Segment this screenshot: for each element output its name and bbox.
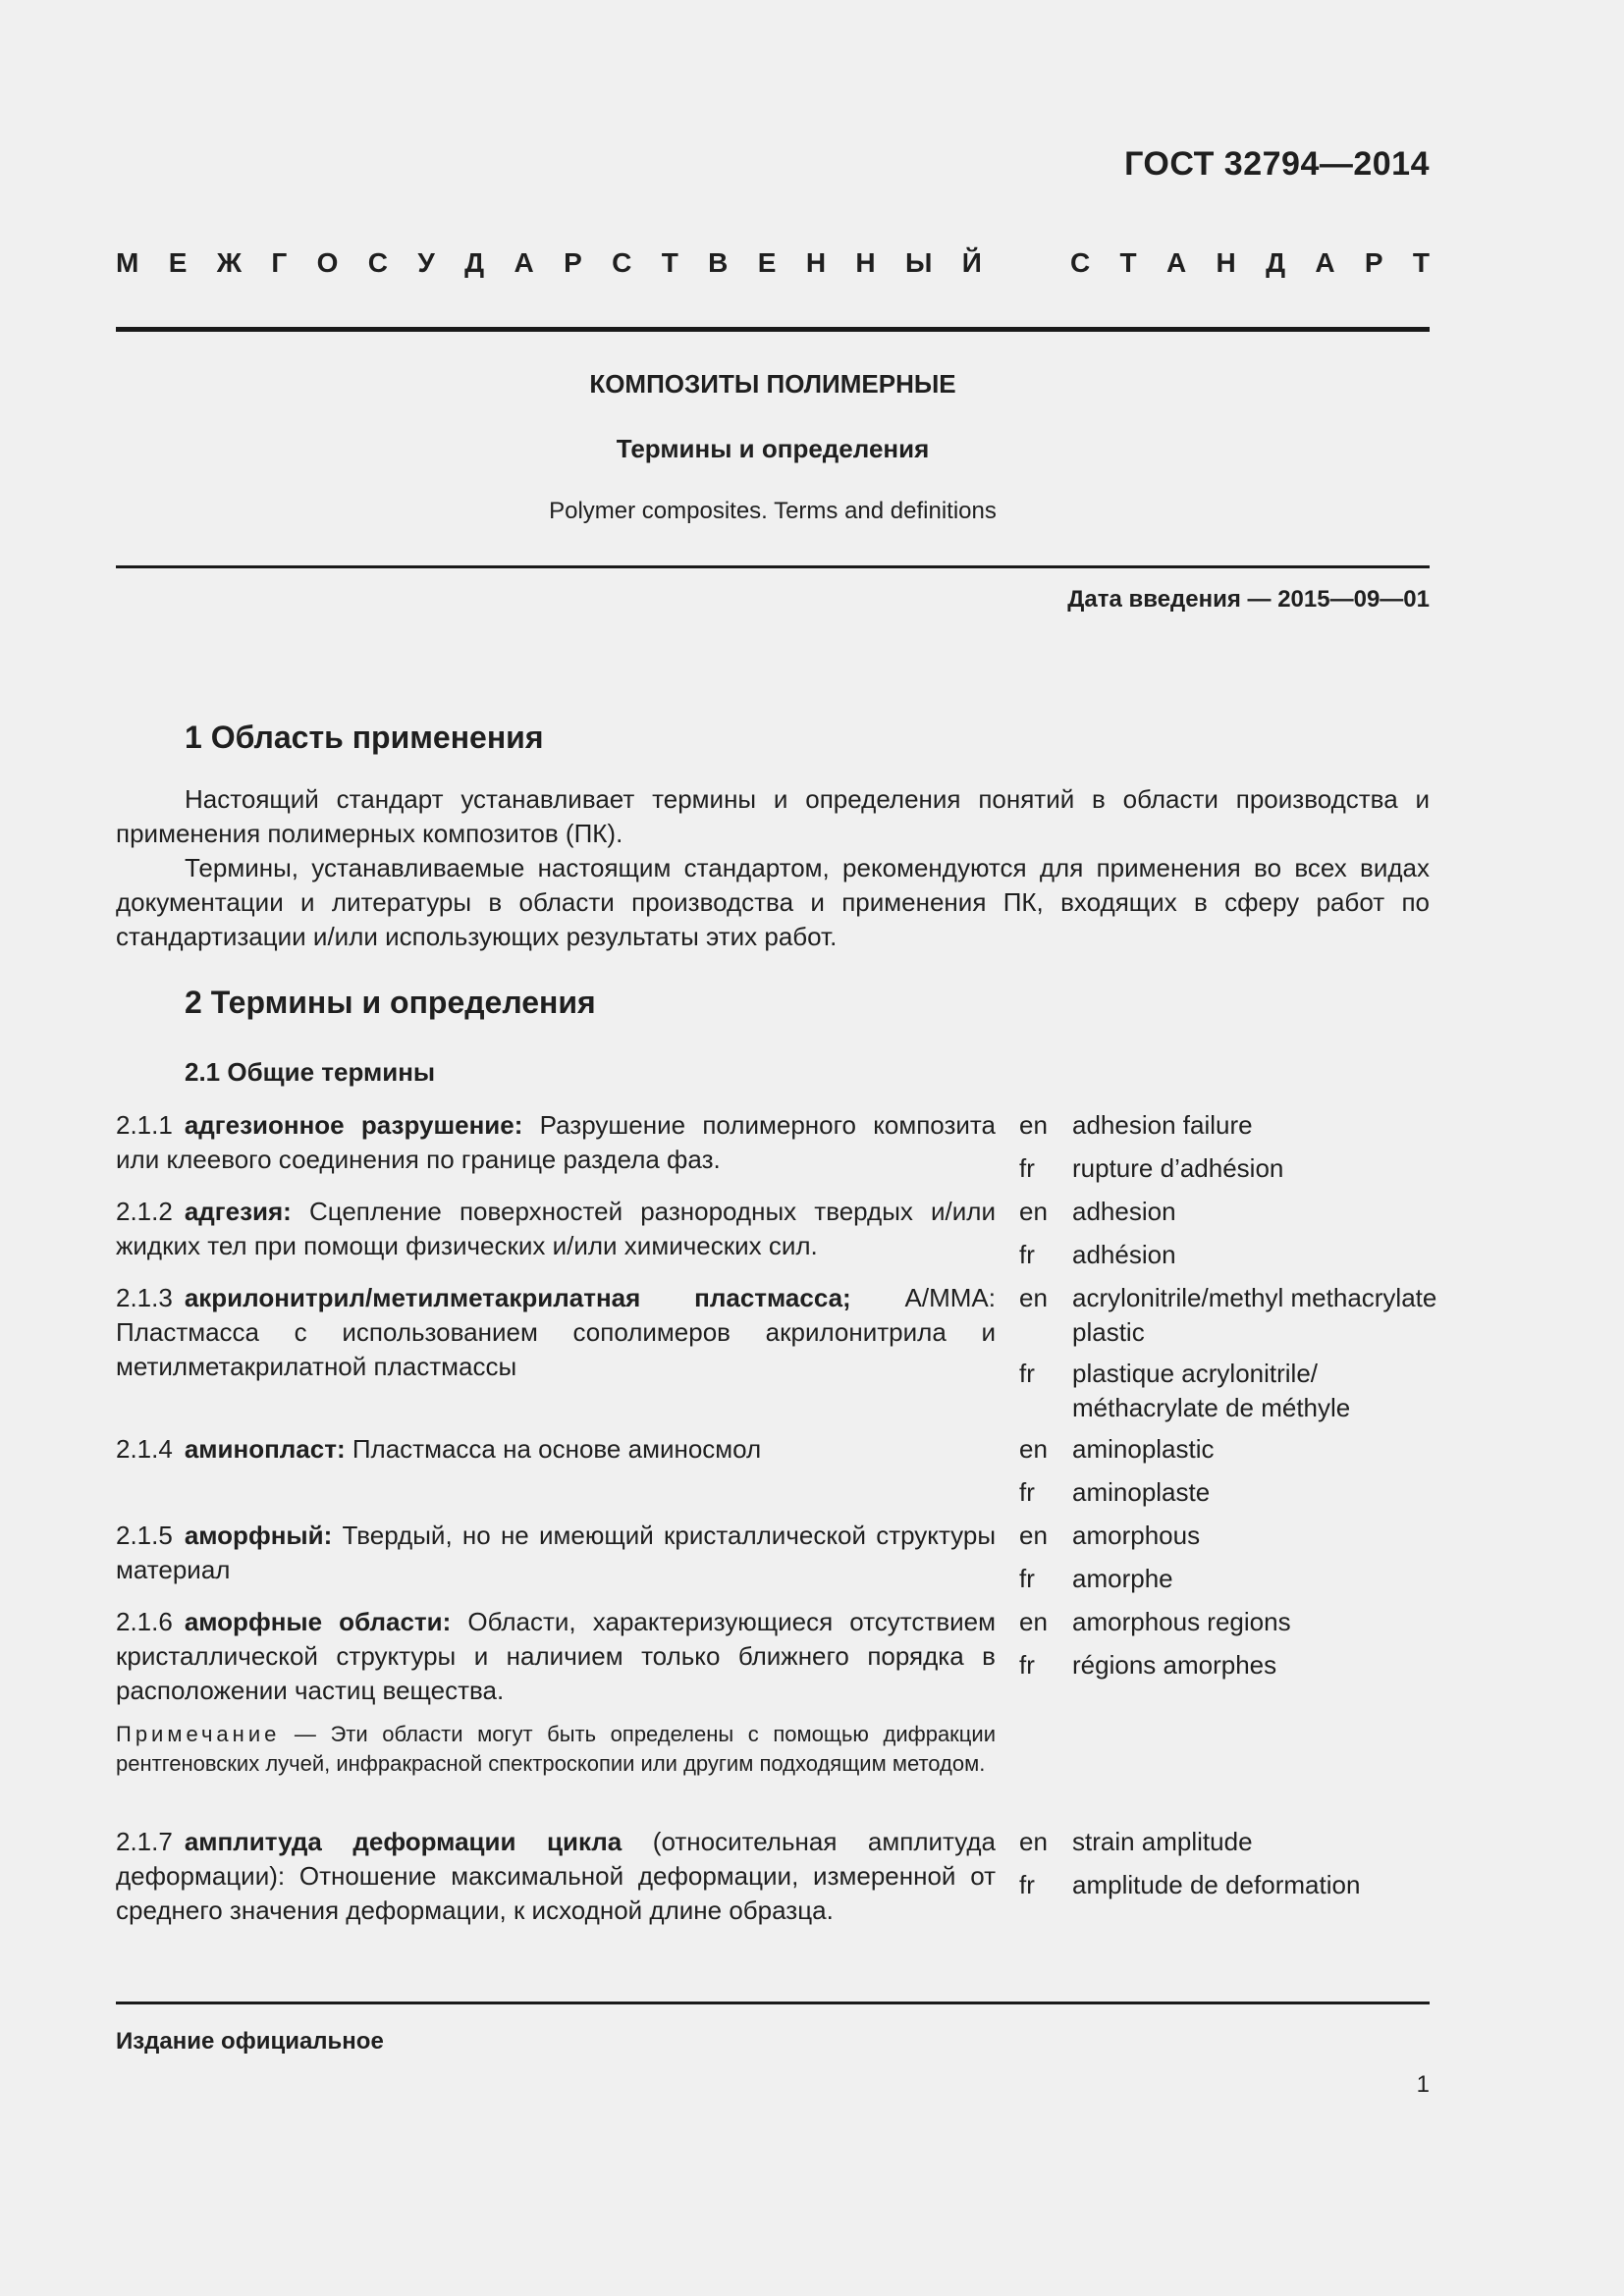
heading-letter: Ж xyxy=(216,247,243,278)
lang-label-fr: fr xyxy=(1019,1650,1035,1680)
term-entry xyxy=(116,1108,996,1177)
lang-label-en: en xyxy=(1019,1827,1048,1856)
subsection-heading: 2.1 Общие термины xyxy=(185,1057,436,1087)
lang-label-fr: fr xyxy=(1019,1153,1035,1183)
footer-divider xyxy=(116,2002,1430,2004)
introduction-date: Дата введения — 2015—09—01 xyxy=(1067,586,1430,613)
heading-letter: С xyxy=(367,247,389,278)
page-number: 1 xyxy=(1416,2071,1430,2098)
heading-letter: Д xyxy=(1266,247,1286,278)
term-number: 2.1.6 xyxy=(116,1607,173,1636)
heading-letter: Р xyxy=(1364,247,1383,278)
term-number: 2.1.4 xyxy=(116,1434,173,1464)
heading-letter: Д xyxy=(464,247,485,278)
term-fr: amplitude de deformation xyxy=(1072,1870,1361,1899)
edition-label: Издание официальное xyxy=(116,2028,384,2055)
standard-type-word1 xyxy=(116,247,982,279)
note-text: — Эти области могут быть определены с помощью дифракции рентгеновских лучей, инфракрасной спектроскопии или другим подходящим методом. xyxy=(116,1722,996,1776)
term-fr: amorphe xyxy=(1072,1564,1173,1593)
header-divider xyxy=(116,327,1430,332)
term-name: аморфный: xyxy=(184,1521,333,1550)
term-entry xyxy=(116,1519,996,1587)
document-subtitle: Термины и определения xyxy=(616,434,930,463)
heading-letter: Н xyxy=(1216,247,1236,278)
term-en: strain amplitude xyxy=(1072,1827,1253,1856)
heading-letter: Г xyxy=(271,247,288,278)
heading-letter: Т xyxy=(661,247,678,278)
heading-letter: С xyxy=(612,247,632,278)
term-definition: Области, характеризующиеся отсутствием кристаллической структуры и наличием только ближнего порядка в расположении частиц вещества. xyxy=(116,1607,996,1705)
heading-letter: Т xyxy=(1412,247,1430,278)
term-definition: Твердый, но не имеющий кристаллической структуры материал xyxy=(116,1521,996,1584)
term-fr: régions amorphes xyxy=(1072,1650,1277,1680)
standard-type-word2 xyxy=(1070,247,1430,279)
term-number: 2.1.7 xyxy=(116,1827,173,1856)
term-definition: Сцепление поверхностей разнородных твердых и/или жидких тел при помощи физических и/или химических сил. xyxy=(116,1197,996,1260)
term-fr: rupture d’adhésion xyxy=(1072,1153,1284,1183)
document-title: КОМПОЗИТЫ ПОЛИМЕРНЫЕ xyxy=(589,369,956,399)
heading-letter: У xyxy=(417,247,435,278)
term-fr: adhésion xyxy=(1072,1240,1176,1269)
lang-label-en: en xyxy=(1019,1607,1048,1636)
heading-letter: С xyxy=(1070,247,1091,278)
section1-paragraph: Термины, устанавливаемые настоящим стандартом, рекомендуются для применения во всех видах документации и литературы в области производства и применения ПК, входящих в сферу работ по стандартизации и/или использующих результаты этих работ. xyxy=(116,853,1430,951)
standard-type-heading xyxy=(116,247,1430,279)
heading-letter: О xyxy=(316,247,339,278)
lang-label-en: en xyxy=(1019,1521,1048,1550)
term-definition: (относительная амплитуда деформации): Отношение максимальной деформации, измеренной от среднего значения деформации, к исходной длине образца. xyxy=(116,1827,996,1925)
term-entry xyxy=(116,1432,996,1467)
section2-heading: 2 Термины и определения xyxy=(185,985,596,1020)
lang-label-fr: fr xyxy=(1019,1240,1035,1269)
lang-label-en: en xyxy=(1019,1283,1048,1312)
term-name: адгезионное разрушение: xyxy=(184,1110,523,1140)
standard-number: ГОСТ 32794—2014 xyxy=(1124,145,1430,183)
lang-label-fr: fr xyxy=(1019,1477,1035,1507)
section1-heading: 1 Область применения xyxy=(185,720,544,755)
lang-label-fr: fr xyxy=(1019,1870,1035,1899)
heading-letter: Н xyxy=(855,247,876,278)
section1-body xyxy=(116,782,1430,954)
lang-label-en: en xyxy=(1019,1197,1048,1226)
lang-label-fr: fr xyxy=(1019,1564,1035,1593)
heading-letter: В xyxy=(708,247,729,278)
term-entry xyxy=(116,1825,996,1928)
term-en: acrylonitrile/methyl methacrylate plastic xyxy=(1072,1283,1437,1347)
heading-letter: А xyxy=(514,247,534,278)
term-fr: plastique acrylonitrile/ méthacrylate de méthyle xyxy=(1072,1359,1351,1422)
term-en: adhesion xyxy=(1072,1197,1176,1226)
heading-letter: Н xyxy=(805,247,827,278)
term-definition: А/ММА: Пластмасса с использованием сополимеров акрилонитрила и метилметакрилатной пластмассы xyxy=(116,1283,996,1381)
heading-letter: Й xyxy=(961,247,982,278)
term-name: адгезия: xyxy=(184,1197,292,1226)
lang-label-en: en xyxy=(1019,1434,1048,1464)
note-label: Примечание xyxy=(116,1722,281,1746)
lang-label-fr: fr xyxy=(1019,1359,1035,1388)
term-number: 2.1.3 xyxy=(116,1283,173,1312)
term-entry xyxy=(116,1605,996,1708)
term-name: акрилонитрил/метилметакрилатная пластмасса; xyxy=(184,1283,851,1312)
term-name: амплитуда деформации цикла xyxy=(184,1827,623,1856)
term-definition: Пластмасса на основе аминосмол xyxy=(345,1434,762,1464)
heading-letter: А xyxy=(1315,247,1335,278)
title-divider xyxy=(116,565,1430,568)
heading-letter: А xyxy=(1165,247,1187,278)
term-number: 2.1.5 xyxy=(116,1521,173,1550)
heading-letter: Ы xyxy=(905,247,933,278)
heading-letter: Т xyxy=(1119,247,1137,278)
term-entry xyxy=(116,1195,996,1263)
lang-label-en: en xyxy=(1019,1110,1048,1140)
heading-letter: М xyxy=(116,247,139,278)
note xyxy=(116,1720,996,1779)
section1-paragraph: Настоящий стандарт устанавливает термины и определения понятий в области производства и применения полимерных композитов (ПК). xyxy=(116,784,1430,848)
heading-letter: Е xyxy=(168,247,188,278)
term-number: 2.1.1 xyxy=(116,1110,173,1140)
term-entry xyxy=(116,1281,996,1384)
term-definition: Разрушение полимерного композита или клеевого соединения по границе раздела фаз. xyxy=(116,1110,996,1174)
term-en: adhesion failure xyxy=(1072,1110,1253,1140)
term-en: amorphous regions xyxy=(1072,1607,1291,1636)
heading-letter: Е xyxy=(757,247,777,278)
document-title-english: Polymer composites. Terms and definitions xyxy=(549,498,997,524)
term-name: аморфные области: xyxy=(184,1607,452,1636)
heading-letter: Р xyxy=(564,247,582,278)
term-en: aminoplastic xyxy=(1072,1434,1215,1464)
term-fr: aminoplaste xyxy=(1072,1477,1211,1507)
term-en: amorphous xyxy=(1072,1521,1201,1550)
term-name: аминопласт: xyxy=(184,1434,346,1464)
term-number: 2.1.2 xyxy=(116,1197,173,1226)
